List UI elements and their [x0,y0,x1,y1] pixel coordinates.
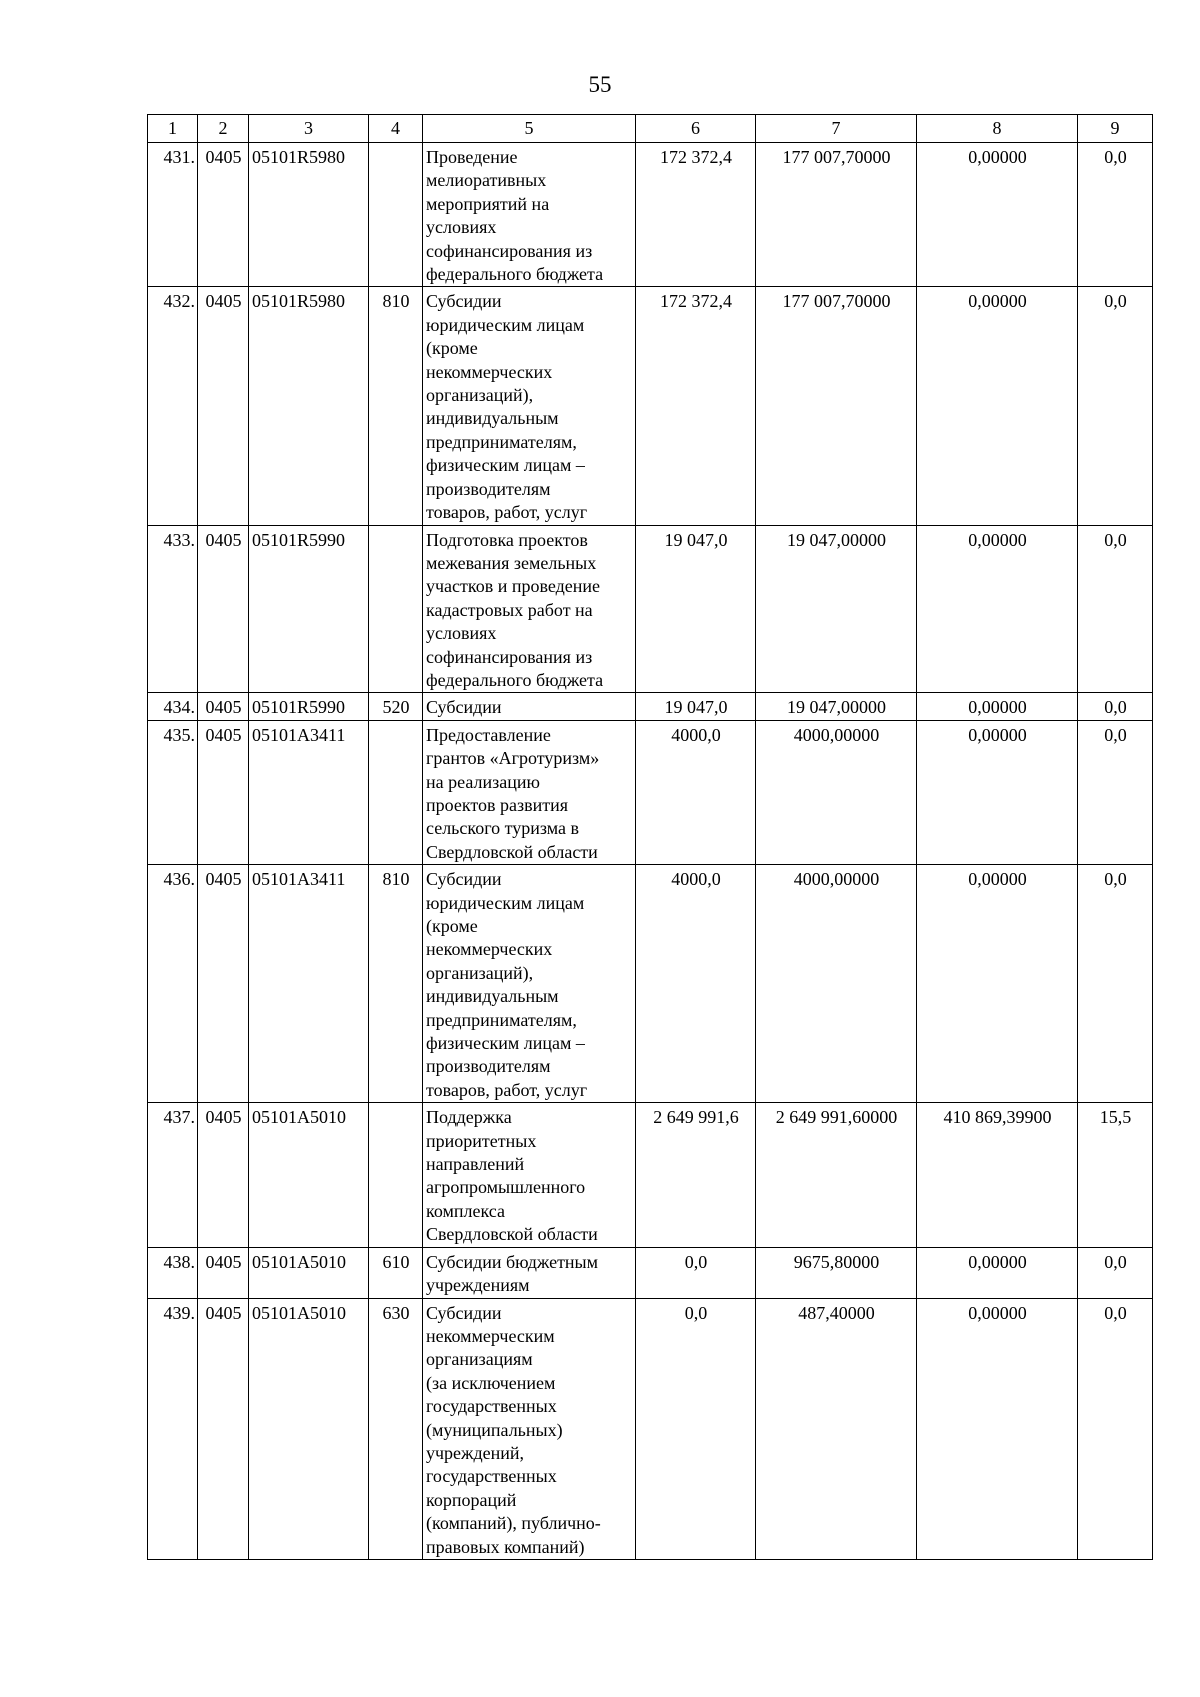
expense-type-cell [369,143,423,287]
description-line: сельского туризма в [426,818,580,839]
section-code-cell: 0405 [198,865,249,1103]
expense-type-cell: 810 [369,865,423,1103]
value-cell-7: 487,40000 [756,1298,917,1559]
description-cell [423,1103,636,1247]
section-code-cell: 0405 [198,1298,249,1559]
value-cell-7: 2 649 991,60000 [756,1103,917,1247]
description-line: Свердловской области [426,1224,598,1245]
description-cell [423,693,636,720]
value-cell-9: 0,0 [1078,287,1153,525]
description-line: производителям [426,1056,551,1077]
description-line: софинансирования из [426,240,593,261]
description-line: товаров, работ, услуг [426,1079,588,1100]
section-code-cell: 0405 [198,1103,249,1247]
description-line: некоммерческих [426,361,553,382]
value-cell-9: 15,5 [1078,1103,1153,1247]
description-line: физическим лицам – [426,455,585,476]
value-cell-6: 0,0 [636,1298,756,1559]
value-cell-6: 4000,0 [636,865,756,1103]
description-line: федерального бюджета [426,669,604,690]
column-header: 3 [249,115,369,143]
value-cell-9: 0,0 [1078,693,1153,720]
value-cell-6: 172 372,4 [636,143,756,287]
description-line: юридическим лицам [426,892,585,913]
value-cell-8: 0,00000 [917,693,1078,720]
description-line: некоммерческим [426,1325,555,1346]
description-line: корпораций [426,1489,517,1510]
section-code-cell: 0405 [198,287,249,525]
value-cell-8: 0,00000 [917,287,1078,525]
description-line: на реализацию [426,771,540,792]
description-line: комплекса [426,1200,505,1221]
value-cell-8: 0,00000 [917,525,1078,693]
value-cell-9: 0,0 [1078,525,1153,693]
description-line: учреждений, [426,1442,525,1463]
target-article-cell: 05101A3411 [249,865,369,1103]
description-line: производителям [426,478,551,499]
budget-table [147,114,1153,1560]
description-line: (кроме [426,338,478,359]
value-cell-7: 177 007,70000 [756,143,917,287]
description-line: физическим лицам – [426,1033,585,1054]
row-number-cell: 433. [148,525,198,693]
value-cell-7: 4000,00000 [756,720,917,864]
value-cell-8: 0,00000 [917,720,1078,864]
row-number-cell: 432. [148,287,198,525]
value-cell-7: 177 007,70000 [756,287,917,525]
row-number-cell: 436. [148,865,198,1103]
target-article-cell: 05101R5990 [249,693,369,720]
description-line: государственных [426,1466,557,1487]
description-line: мероприятий на [426,193,550,214]
description-line: предпринимателям, [426,431,577,452]
column-header: 7 [756,115,917,143]
description-line: проектов развития [426,794,568,815]
column-header: 1 [148,115,198,143]
description-line: организаций), [426,962,534,983]
description-line: (за исключением [426,1372,556,1393]
description-line: Свердловской области [426,841,598,862]
value-cell-7: 19 047,00000 [756,693,917,720]
expense-type-cell: 810 [369,287,423,525]
section-code-cell: 0405 [198,143,249,287]
description-line: товаров, работ, услуг [426,502,588,523]
expense-type-cell [369,525,423,693]
value-cell-8: 0,00000 [917,865,1078,1103]
value-cell-6: 172 372,4 [636,287,756,525]
value-cell-8: 410 869,39900 [917,1103,1078,1247]
description-line: некоммерческих [426,939,553,960]
description-line: агропромышленного [426,1177,586,1198]
description-cell [423,525,636,693]
row-number-cell: 434. [148,693,198,720]
target-article-cell: 05101A5010 [249,1247,369,1298]
table-row [148,525,1153,693]
expense-type-cell: 520 [369,693,423,720]
description-line: Предоставление [426,724,551,745]
column-header: 4 [369,115,423,143]
description-line: учреждениям [426,1275,530,1296]
description-line: Проведение [426,147,518,167]
column-header: 9 [1078,115,1153,143]
section-code-cell: 0405 [198,693,249,720]
description-line: мелиоративных [426,170,547,191]
section-code-cell: 0405 [198,1247,249,1298]
description-line: грантов «Агротуризм» [426,748,600,769]
target-article-cell: 05101A5010 [249,1298,369,1559]
row-number-cell: 435. [148,720,198,864]
section-code-cell: 0405 [198,720,249,864]
description-line: предпринимателям, [426,1009,577,1030]
value-cell-6: 0,0 [636,1247,756,1298]
target-article-cell: 05101A5010 [249,1103,369,1247]
row-number-cell: 439. [148,1298,198,1559]
target-article-cell: 05101R5990 [249,525,369,693]
expense-type-cell: 630 [369,1298,423,1559]
description-line: Субсидии [426,291,502,312]
value-cell-6: 2 649 991,6 [636,1103,756,1247]
description-line: (компаний), публично- [426,1513,601,1534]
value-cell-6: 19 047,0 [636,693,756,720]
column-header: 2 [198,115,249,143]
row-number-cell: 437. [148,1103,198,1247]
description-line: Субсидии [426,1302,502,1323]
description-line: правовых компаний) [426,1536,585,1557]
row-number-cell: 438. [148,1247,198,1298]
description-line: условиях [426,623,497,644]
expense-type-cell [369,1103,423,1247]
table-header-row [148,115,1153,143]
description-line: юридическим лицам [426,314,585,335]
value-cell-6: 19 047,0 [636,525,756,693]
expense-type-cell [369,720,423,864]
column-header: 8 [917,115,1078,143]
description-line: Подготовка проектов [426,529,588,550]
table-row [148,1247,1153,1298]
value-cell-7: 4000,00000 [756,865,917,1103]
column-header: 5 [423,115,636,143]
page-number: 55 [588,72,612,97]
value-cell-8: 0,00000 [917,1298,1078,1559]
description-line: направлений [426,1154,525,1175]
description-line: Субсидии [426,697,502,718]
description-line: кадастровых работ на [426,599,593,620]
description-line: межевания земельных [426,552,597,573]
table-row [148,143,1153,287]
description-cell [423,1298,636,1559]
description-line: условиях [426,217,497,238]
table-row [148,865,1153,1103]
description-line: организаций), [426,385,534,406]
description-line: участков и проведение [426,576,601,597]
table-body [148,143,1153,1560]
value-cell-9: 0,0 [1078,720,1153,864]
value-cell-9: 0,0 [1078,1298,1153,1559]
value-cell-6: 4000,0 [636,720,756,864]
description-cell [423,720,636,864]
value-cell-9: 0,0 [1078,865,1153,1103]
table-row [148,1298,1153,1559]
target-article-cell: 05101R5980 [249,143,369,287]
description-line: организациям [426,1349,533,1370]
description-line: Субсидии [426,869,502,890]
description-cell [423,287,636,525]
description-line: федерального бюджета [426,264,604,285]
value-cell-9: 0,0 [1078,143,1153,287]
description-line: индивидуальным [426,408,559,429]
description-cell [423,143,636,287]
target-article-cell: 05101A3411 [249,720,369,864]
description-line: государственных [426,1396,557,1417]
expense-type-cell: 610 [369,1247,423,1298]
description-line: софинансирования из [426,646,593,667]
description-line: индивидуальным [426,986,559,1007]
value-cell-7: 19 047,00000 [756,525,917,693]
table-row [148,720,1153,864]
table-row [148,1103,1153,1247]
description-line: (кроме [426,916,478,936]
target-article-cell: 05101R5980 [249,287,369,525]
description-line: (муниципальных) [426,1419,563,1440]
description-line: Субсидии бюджетным [426,1251,599,1272]
description-cell [423,1247,636,1298]
description-line: приоритетных [426,1130,537,1151]
value-cell-8: 0,00000 [917,143,1078,287]
value-cell-8: 0,00000 [917,1247,1078,1298]
description-cell [423,865,636,1103]
value-cell-7: 9675,80000 [756,1247,917,1298]
table-row [148,287,1153,525]
row-number-cell: 431. [148,143,198,287]
value-cell-9: 0,0 [1078,1247,1153,1298]
column-header: 6 [636,115,756,143]
table-row [148,693,1153,720]
section-code-cell: 0405 [198,525,249,693]
description-line: Поддержка [426,1107,512,1128]
